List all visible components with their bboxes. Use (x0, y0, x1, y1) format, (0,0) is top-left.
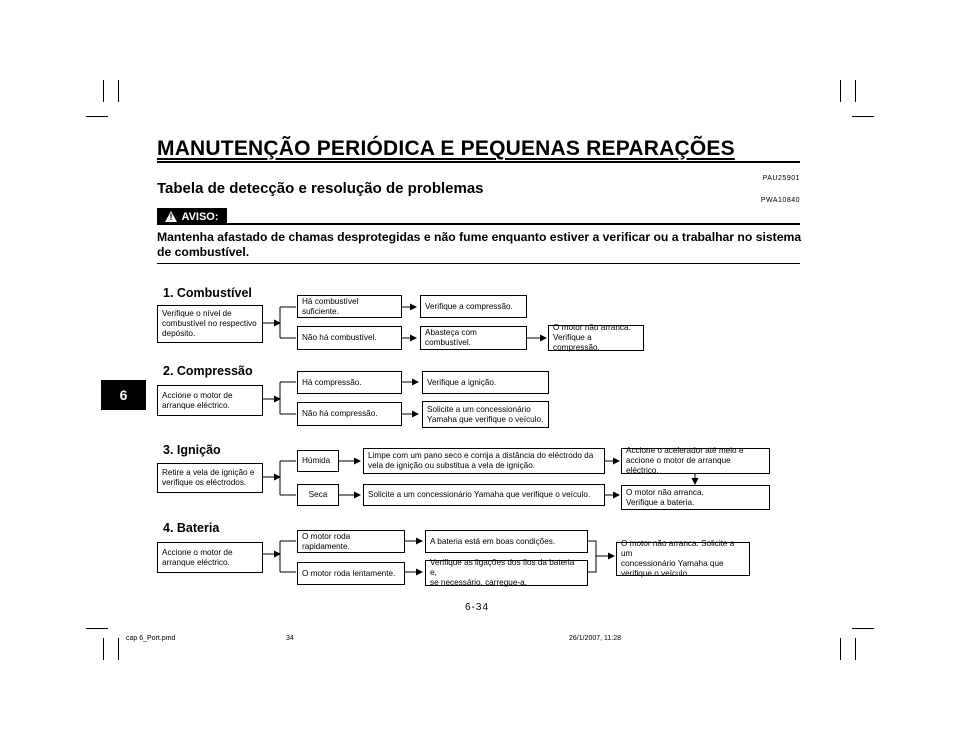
box-text: depósito. (162, 329, 196, 338)
flow-box-compression-start (157, 385, 263, 416)
connector-branch (280, 307, 296, 338)
box-text: Não há combustível. (302, 333, 377, 342)
flow-box-fuel-case-a (297, 295, 402, 318)
chapter-title: MANUTENÇÃO PERIÓDICA E PEQUENAS REPARAÇÕES (157, 137, 735, 160)
flow-box-compression-case-a (297, 371, 402, 394)
box-text: Solicite a um concessionário (427, 404, 531, 414)
group-title-compression: 2. Compressão (163, 364, 253, 378)
flow-box-fuel-result-a (420, 295, 527, 318)
flow-box-battery-case-a (297, 530, 405, 553)
group-title-fuel: 1. Combustível (163, 286, 252, 300)
box-text: Solicite a um concessionário Yamaha que verifique o veículo. (368, 490, 591, 499)
flow-box-battery-start (157, 542, 263, 573)
flow-box-compression-case-b (297, 402, 402, 426)
connector-branch (280, 541, 296, 572)
flow-box-ignition-result-b (363, 484, 605, 506)
box-text: Accione o motor de (162, 547, 233, 557)
box-text: Não há compressão. (302, 409, 378, 418)
flow-box-compression-result-a (422, 371, 549, 394)
box-text: verifique os eléctrodos. (162, 478, 247, 487)
box-text: Accione o acelerador até meio e (626, 446, 744, 455)
box-text: concessionário Yamaha que (621, 559, 724, 568)
warning-triangle-icon: ! (165, 211, 177, 222)
chapter-tab: 6 (101, 380, 146, 410)
box-text: Limpe com um pano seco e corrija a distância do eléctrodo da (368, 451, 594, 460)
box-text: Verifique as ligações dos fios da bateria e, (430, 558, 575, 577)
box-text: Retire a vela de ignição e (162, 468, 255, 477)
box-text: Verifique a compressão. (553, 333, 600, 352)
flow-box-ignition-final-a (621, 448, 770, 474)
box-text: arranque eléctrico. (162, 400, 230, 410)
flow-box-ignition-case-b (297, 484, 339, 506)
flow-box-fuel-result-b (420, 326, 527, 350)
flow-box-ignition-case-a (297, 450, 339, 472)
warning-label: AVISO: (181, 210, 219, 223)
box-text: verifique o veículo. (621, 569, 690, 578)
flow-box-compression-result-b (422, 401, 549, 428)
flow-box-battery-result-b (425, 560, 588, 586)
flow-box-ignition-final-b (621, 485, 770, 510)
box-text: se necessário, carregue-a. (430, 578, 527, 587)
flow-box-battery-final (616, 539, 750, 578)
box-text: O motor não arranca. (626, 487, 704, 497)
box-text: O motor não arranca. Solicite a um (621, 539, 735, 558)
box-text: O motor roda rapidamente. (302, 531, 351, 551)
flow-box-fuel-start (157, 305, 263, 343)
flow-box-ignition-start (157, 463, 263, 493)
box-text: Há compressão. (302, 377, 362, 387)
box-text: Abasteça com combustível. (425, 328, 477, 347)
box-text: Há combustível suficiente. (302, 296, 359, 316)
footer-file: cap 6_Port.pmd (126, 635, 176, 642)
group-title-ignition: 3. Ignição (163, 443, 221, 457)
box-text: A bateria está em boas condições. (430, 536, 556, 546)
footer-date: 26/1/2007, 11:28 (569, 635, 622, 642)
box-text: Yamaha que verifique o veículo. (427, 414, 544, 424)
flow-box-fuel-final (548, 325, 644, 351)
box-text: vela de ignição ou substitua a vela de ignição. (368, 461, 536, 470)
flow-box-ignition-result-a (363, 448, 605, 474)
box-text: arranque eléctrico. (162, 557, 230, 567)
box-text: O motor não arranca. (553, 323, 631, 332)
box-text: Húmida (302, 456, 331, 465)
warning-code: PWA10840 (760, 197, 800, 204)
flow-box-battery-case-b (297, 562, 405, 585)
connector-branch (280, 382, 296, 414)
box-text: O motor roda lentamente. (302, 568, 396, 578)
box-text: Verifique a compressão. (425, 301, 513, 311)
box-text: Accione o motor de (162, 390, 233, 400)
box-text: Verifique a bateria. (626, 497, 695, 507)
flow-box-battery-result-a (425, 530, 588, 553)
section-code: PAU25901 (762, 175, 800, 182)
flow-box-fuel-case-b (297, 326, 402, 350)
box-text: accione o motor de arranque eléctrico. (626, 456, 731, 475)
box-text: Seca (308, 490, 328, 499)
connector-merge (588, 541, 614, 572)
warning-text: Mantenha afastado de chamas desprotegidas e não fume enquanto estiver a verificar ou a trabalhar no sistema de combustível. (157, 230, 802, 259)
connector-branch (280, 461, 296, 495)
box-text: Verifique a ignição. (427, 377, 497, 387)
page-number: 6-34 (465, 602, 490, 613)
section-title: Tabela de detecção e resolução de problemas (157, 180, 484, 197)
box-text: Verifique o nível de (162, 309, 232, 318)
group-title-battery: 4. Bateria (163, 521, 220, 535)
box-text: combustível no respectivo (162, 319, 257, 328)
footer-page: 34 (286, 635, 294, 642)
